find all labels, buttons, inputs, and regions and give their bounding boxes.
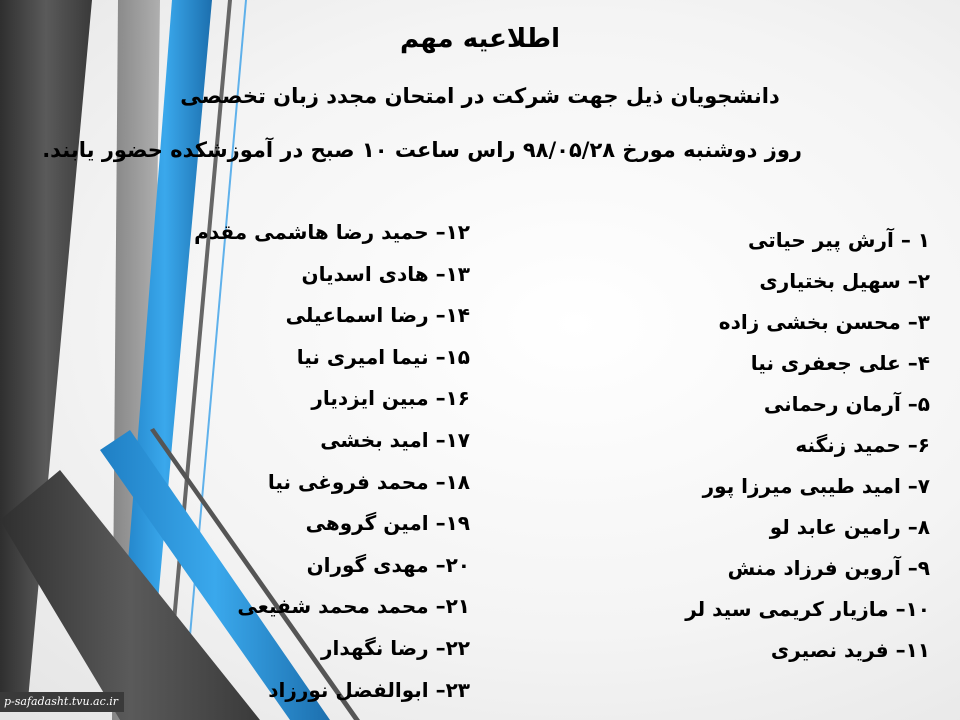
student-item: ۱۲– حمید رضا هاشمی مقدم: [194, 220, 470, 244]
student-item: ۵– آرمان رحمانی: [763, 392, 930, 416]
student-item: ۱۰– مازیار کریمی سید لر: [685, 597, 930, 621]
notice-line-2: روز دوشنبه مورخ ۹۸/۰۵/۲۸ راس ساعت ۱۰ صبح در آموزشکده حضور یابند.: [42, 138, 802, 162]
student-item: ۸– رامین عابد لو: [769, 515, 930, 539]
student-item: ۱۸– محمد فروغی نیا: [267, 469, 470, 494]
footer-url[interactable]: p-safadasht.tvu.ac.ir: [0, 692, 124, 712]
student-item: ۱۷– امید بخشی: [320, 427, 470, 452]
student-item: ۲۳– ابوالفضل نورزاد: [268, 677, 470, 702]
student-item: ۱۳– هادی اسدیان: [301, 261, 470, 286]
student-list-left: [170, 212, 470, 711]
student-item: ۹– آروین فرزاد منش: [727, 556, 930, 580]
student-item: ۱۴– رضا اسماعیلی: [285, 303, 470, 328]
student-item: ۱۱– فرید نصیری: [770, 638, 930, 662]
student-item: ۲۰– مهدی گوران: [306, 552, 470, 577]
notice-line-1: دانشجویان ذیل جهت شرکت در امتحان مجدد زبان تخصصی: [180, 84, 780, 108]
student-item: ۳– محسن بخشی زاده: [718, 310, 930, 334]
student-item: ۱ – آرش پیر حیاتی: [748, 228, 930, 252]
student-item: ۲۲– رضا نگهدار: [321, 635, 470, 660]
student-item: ۱۵– نیما امیری نیا: [296, 344, 470, 369]
student-item: ۱۹– امین گروهی: [305, 511, 470, 536]
student-item: ۲۱– محمد محمد شفیعی: [237, 594, 470, 619]
student-item: ۷– امید طیبی میرزا پور: [702, 474, 930, 498]
student-list-right: [630, 220, 930, 671]
student-item: ۲– سهیل بختیاری: [759, 269, 930, 293]
student-item: ۶– حمید زنگنه: [795, 433, 930, 457]
student-item: ۱۶– مبین ایزدیار: [311, 386, 470, 411]
notice-title: اطلاعیه مهم: [400, 24, 560, 54]
student-item: ۴– علی جعفری نیا: [750, 351, 930, 375]
